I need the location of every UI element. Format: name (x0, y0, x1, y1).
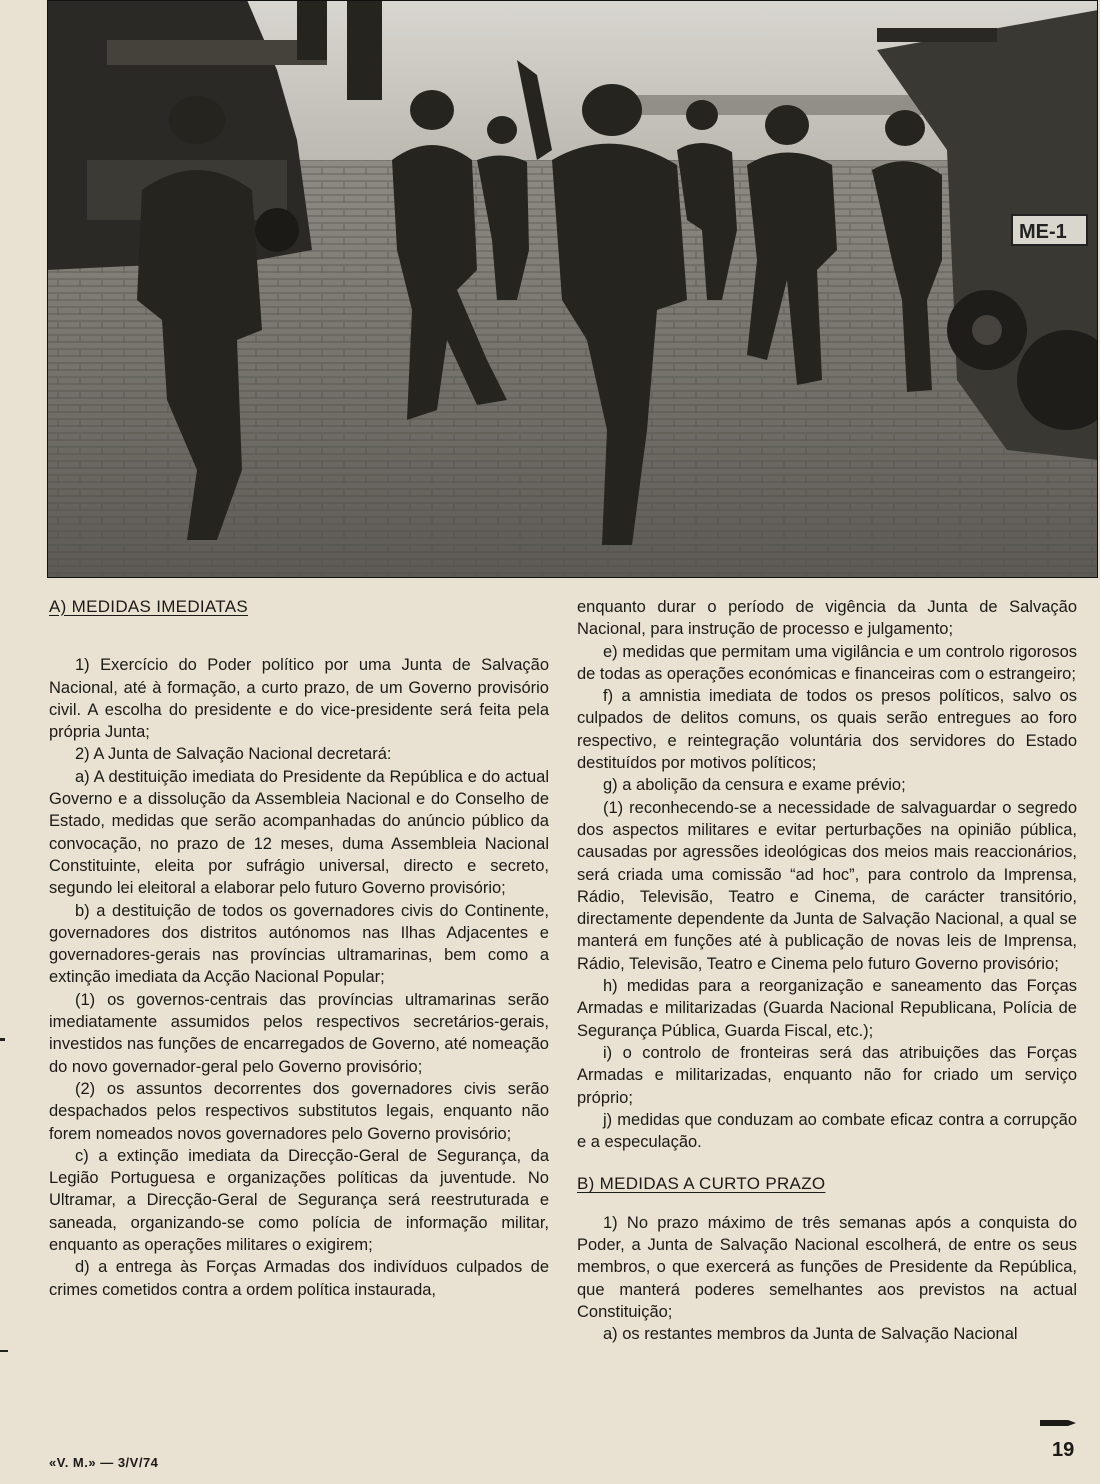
edge-mark (0, 1350, 8, 1352)
paragraph: 1) No prazo máximo de três semanas após a conquista do Poder, a Junta de Salvação Nacional escolherá, de entre os seus membros, o que exercerá as funções de Presidente da República, que manterá poderes semelhantes aos previstos na actual Constituição; (577, 1213, 1077, 1321)
paragraph: g) a abolição da censura e exame prévio; (603, 776, 906, 795)
paragraph: h) medidas para a reorganização e saneamento das Forças Armadas e militarizadas (Guarda Nacional Republicana, Polícia de Segurança Pública, Guarda Fiscal, etc.); (577, 977, 1077, 1040)
vehicle-plate: ME-1 (1019, 221, 1067, 243)
photo-illustration (47, 0, 1098, 578)
paragraph: a) os restantes membros da Junta de Salvação Nacional (603, 1325, 1018, 1344)
paragraph: d) a entrega às Forças Armadas dos indivíduos culpados de crimes cometidos contra a ordem política instaurada, (49, 1258, 549, 1299)
section-a-heading: A) MEDIDAS IMEDIATAS (49, 597, 249, 616)
left-column (49, 596, 549, 1301)
paragraph: (1) os governos-centrais das províncias ultramarinas serão imediatamente assumidos pelos respectivos secretários-gerais, investidos nas funções de encarregados de Governo, até nomeação do novo governador-geral pelo Governo provisório; (49, 990, 549, 1076)
paragraph: a) A destituição imediata do Presidente da República e do actual Governo e a dissolução da Assembleia Nacional e do Conselho de Estado, medidas que serão acompanhadas do anúncio público da convocação, no prazo de 12 meses, duma Assembleia Nacional Constituinte, eleita por sufrágio universal, directo e secreto, segundo lei eleitoral a elaborar pelo futuro Governo provisório; (49, 767, 549, 898)
paragraph: 2) A Junta de Salvação Nacional decretará: (75, 745, 392, 764)
issue-footer: «V. M.» — 3/V/74 (49, 1455, 159, 1470)
right-column (577, 596, 1077, 1346)
paragraph: (2) os assuntos decorrentes dos governadores civis serão despachados pelos respectivos substitutos legais, enquanto não forem nomeados novos governadores pelo Governo provisório; (49, 1079, 549, 1143)
paragraph: e) medidas que permitam uma vigilância e um controlo rigorosos de todas as operações económicas e financeiras com o estrangeiro; (577, 642, 1077, 683)
paragraph: b) a destituição de todos os governadores civis do Continente, governadores dos distritos autónomos nas Ilhas Adjacentes e governadores-gerais nas províncias ultramarinas, bem como a extinção imediata da Acção Nacional Popular; (49, 901, 549, 987)
edge-mark (0, 1038, 5, 1041)
paragraph: 1) Exercício do Poder político por uma Junta de Salvação Nacional, até à formação, a curto prazo, de um Governo provisório civil. A escolha do presidente e do vice-presidente será feita pela própria Junta; (49, 656, 549, 742)
paragraph: j) medidas que conduzam ao combate eficaz contra a corrupção e a especulação. (577, 1110, 1077, 1152)
section-b-heading: B) MEDIDAS A CURTO PRAZO (577, 1174, 826, 1194)
paragraph: c) a extinção imediata da Direcção-Geral de Segurança, da Legião Portuguesa e organizações políticas da juventude. No Ultramar, a Direcção-Geral de Segurança será reestruturada e saneada, organizando-se como polícia de informação militar, enquanto as operações militares o exigirem; (49, 1146, 549, 1255)
paragraph-continued: enquanto durar o período de vigência da Junta de Salvação Nacional, para instrução de processo e julgamento; (577, 598, 1077, 639)
continued-arrow-icon (1040, 1418, 1076, 1428)
paragraph: (1) reconhecendo-se a necessidade de salvaguardar o segredo dos aspectos militares e evitar perturbações na opinião pública, causadas por agressões ideológicas dos meios mais reaccionários, será criada uma comissão “ad hoc”, para controlo da Imprensa, Rádio, Televisão, Teatro e Cinema, de carácter transitório, directamente dependente da Junta de Salvação Nacional, a qual se manterá em funções até à publicação de novas leis de Imprensa, Rádio, Televisão, Teatro e Cinema pelo futuro Governo provisório; (577, 798, 1077, 973)
paragraph: f) a amnistia imediata de todos os presos políticos, salvo os culpados de delitos comuns, os quais serão entregues ao foro respectivo, e reintegração voluntária dos servidores do Estado destituídos por motivos políticos; (577, 687, 1077, 773)
paragraph: i) o controlo de fronteiras será das atribuições das Forças Armadas e militarizadas, enquanto não for criado um serviço próprio; (577, 1043, 1077, 1107)
soldiers-photo (47, 0, 1098, 578)
page-number: 19 (1052, 1439, 1075, 1461)
